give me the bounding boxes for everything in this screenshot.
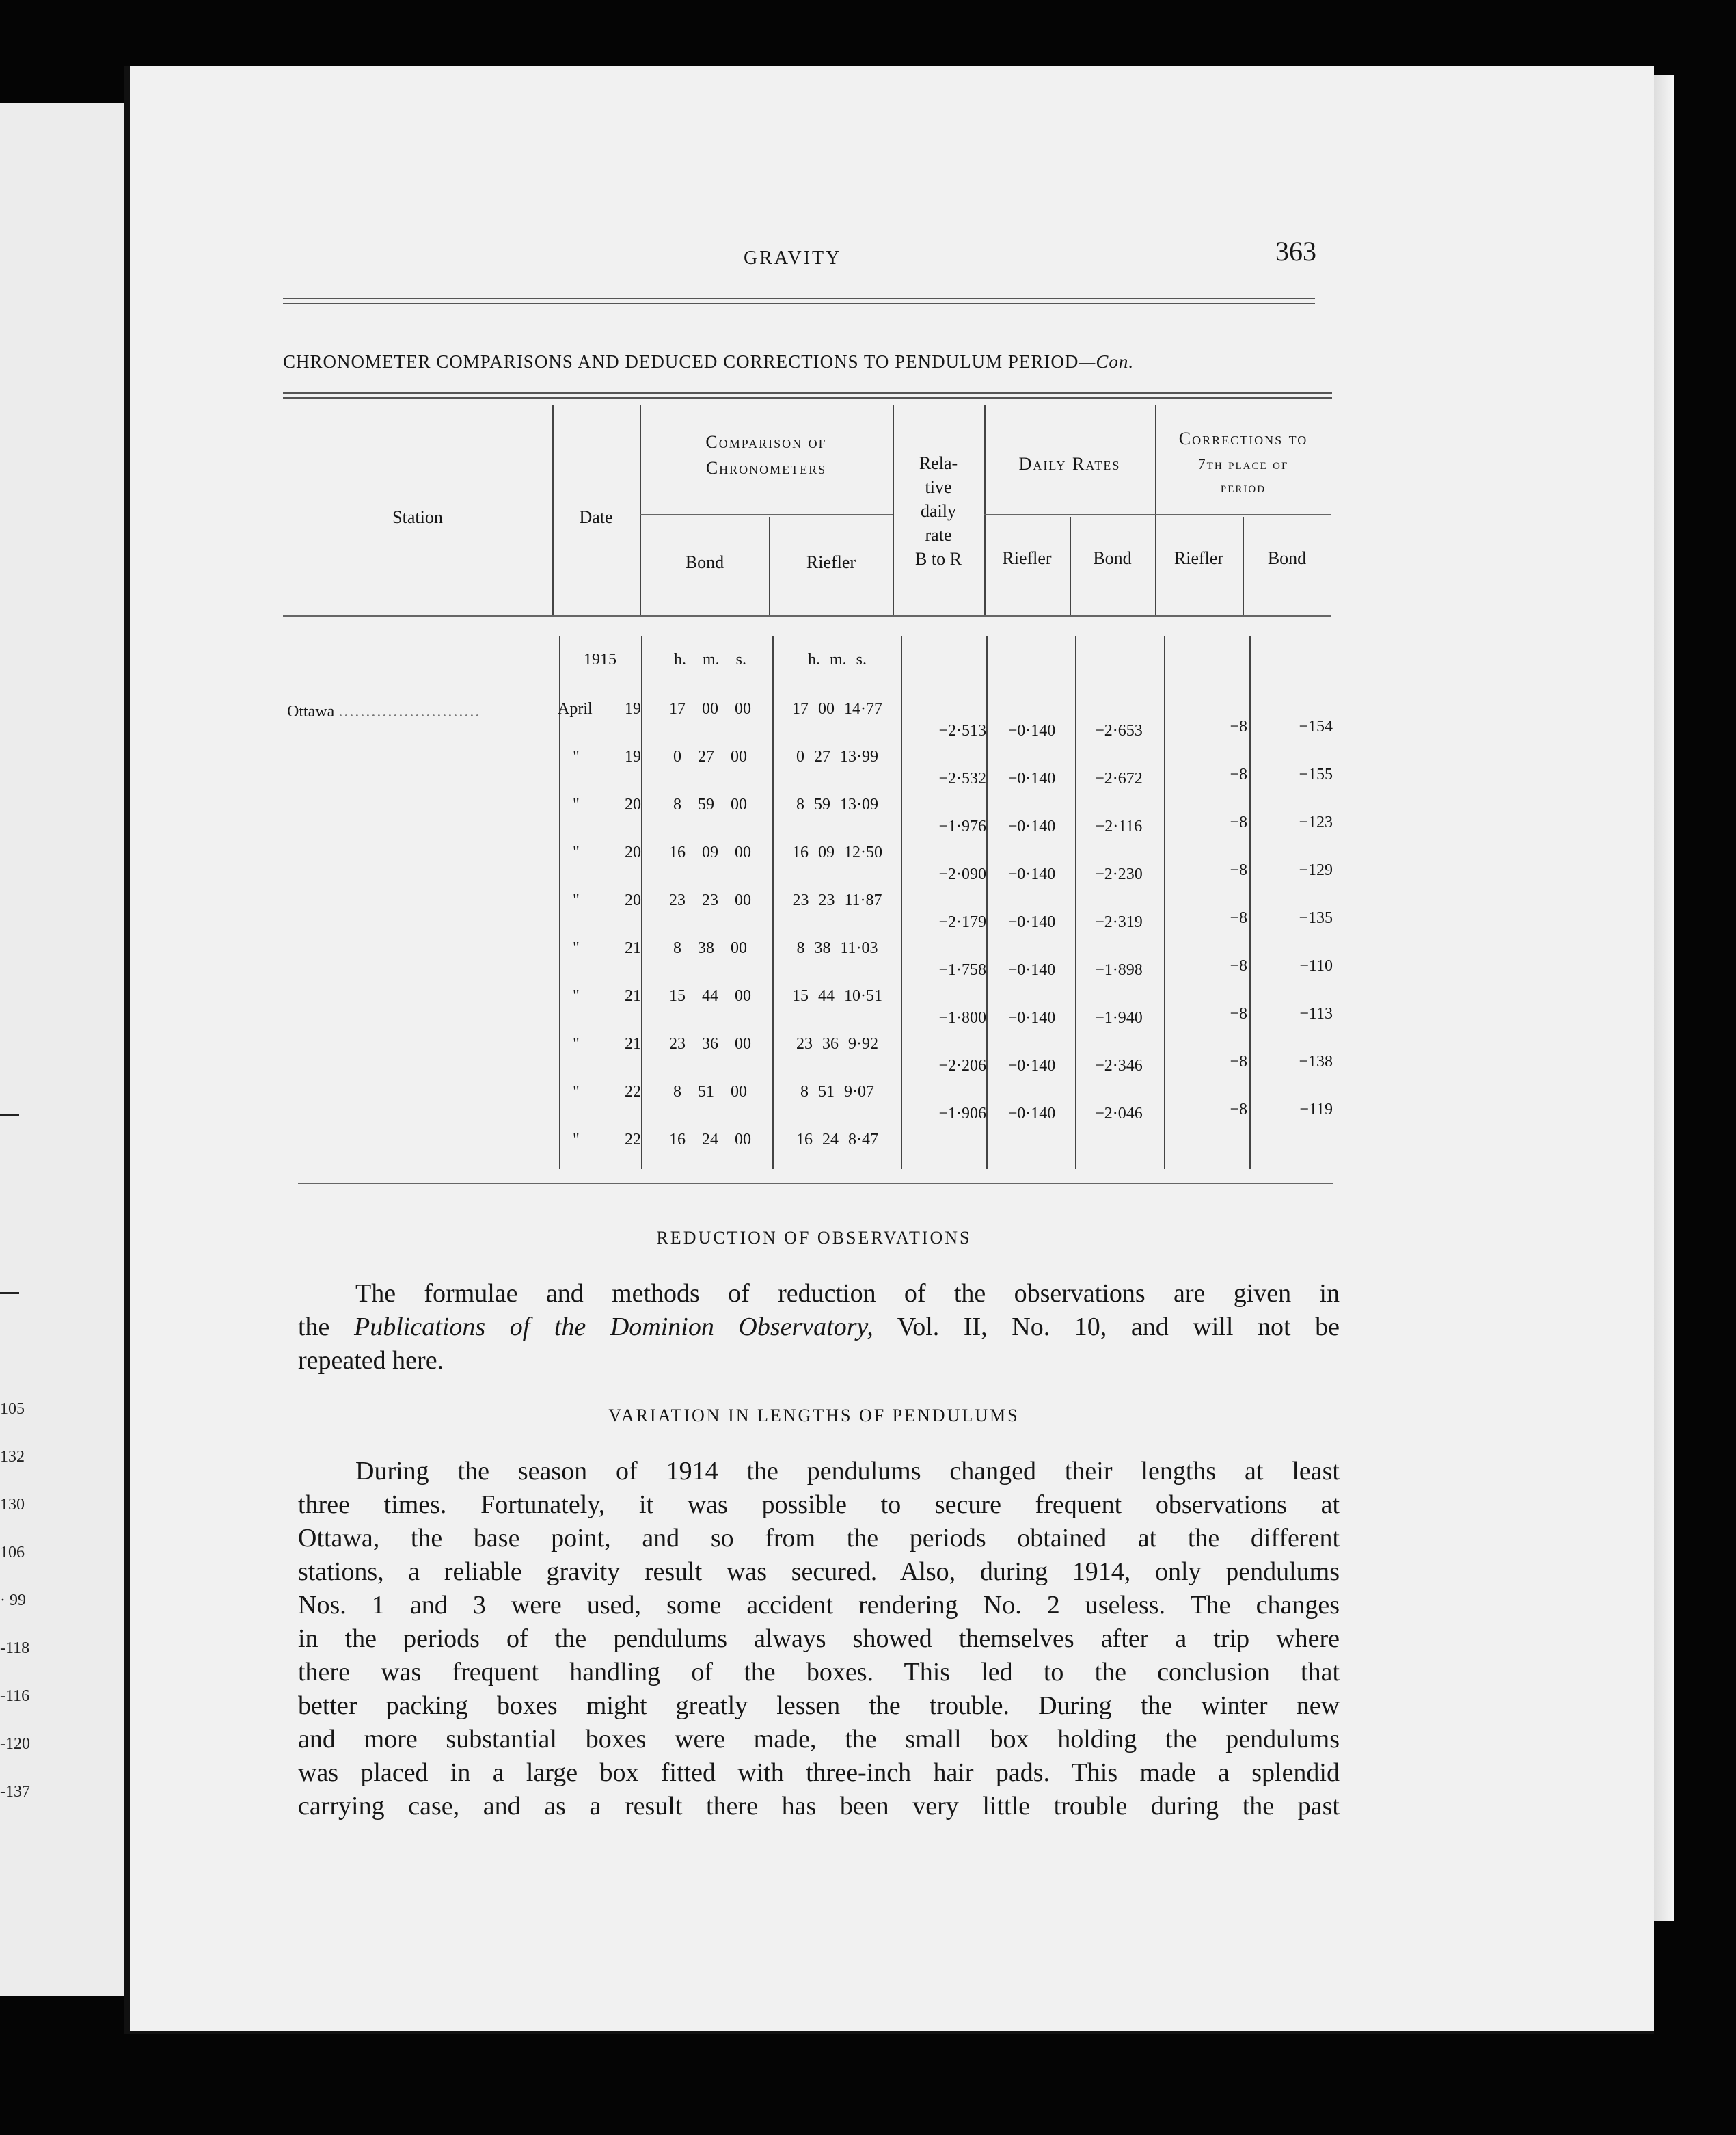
- correction-bond: −110: [1299, 957, 1333, 975]
- comparison-month: ": [573, 844, 580, 861]
- daily-rate-bond: −2·116: [1095, 818, 1143, 835]
- column-divider: [986, 636, 988, 1169]
- comparison-month: ": [573, 987, 580, 1005]
- comparison-month: ": [573, 796, 580, 814]
- comparison-month: ": [573, 748, 580, 766]
- relative-rate: −2·513: [938, 722, 986, 740]
- comparison-bond: 8 38 00: [673, 939, 747, 957]
- comparison-bond: 0 27 00: [673, 748, 747, 766]
- header-corrections-line: Corrections to: [1178, 429, 1308, 448]
- comparison-riefler: 8 59 13·09: [796, 796, 878, 814]
- relative-rate: −2·090: [938, 865, 986, 883]
- comparison-riefler: 16 09 12·50: [792, 844, 882, 861]
- daily-rate-bond: −2·346: [1095, 1057, 1143, 1075]
- station-leader-dots: ..........................: [338, 703, 481, 721]
- paragraph-line: During the season of 1914 the pendulums changed their lengths at least: [355, 1457, 1340, 1486]
- correction-riefler: −8: [1230, 814, 1247, 831]
- header-bottom-rule: [283, 615, 1331, 617]
- comparison-riefler: 8 51 9·07: [800, 1083, 874, 1101]
- daily-rate-bond: −1·940: [1095, 1009, 1143, 1027]
- paragraph-line: was placed in a large box fitted with three-inch hair pads. This made a splendid: [298, 1758, 1340, 1787]
- comparison-bond: 16 24 00: [669, 1131, 751, 1149]
- header-relative-rate: [893, 451, 984, 571]
- column-divider: [1249, 636, 1251, 1169]
- daily-rate-riefler: −0·140: [1007, 1057, 1056, 1075]
- left-page-number: -118: [0, 1639, 30, 1657]
- correction-riefler: −8: [1230, 718, 1247, 736]
- header-station: Station: [392, 507, 443, 527]
- relative-rate: −2·206: [938, 1057, 986, 1075]
- header-relative-line: B to R: [915, 549, 962, 569]
- daily-rate-riefler: −0·140: [1007, 770, 1056, 788]
- column-divider: [984, 405, 986, 615]
- comparison-day: 20: [625, 891, 641, 909]
- header-rule: [283, 298, 1315, 304]
- left-page-rule: [0, 1114, 19, 1116]
- paragraph-line: better packing boxes might greatly lessen the trouble. During the winter new: [298, 1691, 1340, 1720]
- comparison-month: ": [573, 891, 580, 909]
- correction-bond: −129: [1299, 861, 1333, 879]
- daily-rate-riefler: −0·140: [1007, 961, 1056, 979]
- relative-rate: −2·179: [938, 913, 986, 931]
- comparison-bond: 15 44 00: [669, 987, 751, 1005]
- daily-rate-riefler: −0·140: [1007, 913, 1056, 931]
- daily-rate-bond: −2·319: [1095, 913, 1143, 931]
- comparison-day: 21: [625, 939, 641, 957]
- correction-bond: −113: [1299, 1005, 1333, 1023]
- correction-riefler: −8: [1230, 1005, 1247, 1023]
- comparison-bond: 8 59 00: [673, 796, 747, 814]
- daily-rate-riefler: −0·140: [1007, 865, 1056, 883]
- daily-rate-riefler: −0·140: [1007, 818, 1056, 835]
- correction-bond: −123: [1299, 814, 1333, 831]
- column-divider: [1075, 636, 1076, 1169]
- comparison-riefler: 15 44 10·51: [792, 987, 882, 1005]
- header-comparison-bond: Bond: [685, 552, 724, 572]
- paragraph-line: Ottawa, the base point, and so from the periods obtained at the different: [298, 1524, 1340, 1553]
- header-corrections-line: 7th place of: [1197, 455, 1289, 473]
- correction-bond: −138: [1299, 1053, 1333, 1071]
- running-head: GRAVITY: [744, 247, 842, 269]
- comparison-month: April: [558, 700, 593, 718]
- comparison-bond: 23 36 00: [669, 1035, 751, 1053]
- header-relative-line: Rela-: [919, 453, 958, 473]
- comparison-day: 20: [625, 844, 641, 861]
- header-relative-line: daily: [921, 501, 956, 522]
- relative-rate: −1·976: [938, 818, 986, 835]
- paragraph-line: and more substantial boxes were made, the small box holding the pendulums: [298, 1725, 1340, 1754]
- comparison-bond: 17 00 00: [669, 700, 751, 718]
- header-comparison-line: Chronometers: [705, 457, 827, 478]
- column-divider: [641, 636, 642, 1169]
- paragraph-line: three times. Fortunately, it was possible to secure frequent observations at: [298, 1490, 1340, 1519]
- paragraph-line: The formulae and methods of reduction of the observations are given in: [355, 1279, 1340, 1308]
- relative-rate: −1·758: [938, 961, 986, 979]
- comparison-bond: 16 09 00: [669, 844, 751, 861]
- daily-rate-riefler: −0·140: [1007, 722, 1056, 740]
- paragraph-line: Nos. 1 and 3 were used, some accident rendering No. 2 useless. The changes: [298, 1591, 1340, 1620]
- comparison-riefler: 17 00 14·77: [792, 700, 882, 718]
- station-name: [287, 703, 480, 721]
- header-corr-riefler: Riefler: [1174, 548, 1224, 568]
- daily-rate-riefler: −0·140: [1007, 1009, 1056, 1027]
- comparison-month: ": [573, 939, 580, 957]
- daily-rate-bond: −2·046: [1095, 1105, 1143, 1123]
- header-subrule: [984, 514, 1331, 515]
- table-title-text: CHRONOMETER COMPARISONS AND DEDUCED CORRECTIONS TO PENDULUM PERIOD: [283, 351, 1079, 372]
- header-date: Date: [579, 507, 613, 527]
- left-page-number: -120: [0, 1735, 30, 1753]
- comparison-day: 21: [625, 987, 641, 1005]
- daily-rate-bond: −1·898: [1095, 961, 1143, 979]
- comparison-riefler: 16 24 8·47: [796, 1131, 878, 1149]
- header-subrule: [640, 514, 893, 515]
- relative-rate: −1·906: [938, 1105, 986, 1123]
- comparison-day: 22: [625, 1083, 641, 1101]
- column-divider: [1164, 636, 1165, 1169]
- page-number: 363: [1275, 236, 1316, 267]
- comparison-riefler: 0 27 13·99: [796, 748, 878, 766]
- paragraph-line: stations, a reliable gravity result was secured. Also, during 1914, only pendulums: [298, 1557, 1340, 1586]
- comparison-month: ": [573, 1083, 580, 1101]
- italic-citation: Publications of the Dominion Observatory,: [354, 1313, 873, 1341]
- comparison-riefler: 23 23 11·87: [792, 891, 882, 909]
- header-relative-line: rate: [925, 525, 952, 546]
- comparison-day: 20: [625, 796, 641, 814]
- correction-bond: −154: [1299, 718, 1333, 736]
- correction-bond: −135: [1299, 909, 1333, 927]
- table-bottom-rule: [298, 1183, 1333, 1184]
- left-page-number: · 99: [0, 1592, 26, 1609]
- paragraph-line: in the periods of the pendulums always showed themselves after a trip where: [298, 1624, 1340, 1653]
- paragraph-line: [298, 1311, 1340, 1344]
- units-bond: h. m. s.: [673, 651, 746, 669]
- header-comparison: [640, 429, 893, 481]
- daily-rate-bond: −2·672: [1095, 770, 1143, 788]
- left-page-number: 130: [0, 1496, 25, 1514]
- header-corrections: [1155, 425, 1331, 499]
- header-daily-riefler: Riefler: [1002, 548, 1052, 568]
- relative-rate: −1·800: [938, 1009, 986, 1027]
- year-label: 1915: [584, 651, 616, 669]
- header-relative-line: tive: [925, 477, 952, 498]
- column-divider: [901, 636, 902, 1169]
- comparison-month: ": [573, 1131, 580, 1149]
- left-page-number: 132: [0, 1448, 25, 1466]
- left-page-rule: [0, 1292, 19, 1294]
- left-page-number: -137: [0, 1783, 30, 1801]
- section-heading-variation: VARIATION IN LENGTHS OF PENDULUMS: [608, 1406, 1020, 1425]
- paragraph-line: repeated here.: [298, 1346, 444, 1375]
- relative-rate: −2·532: [938, 770, 986, 788]
- comparison-day: 21: [625, 1035, 641, 1053]
- correction-riefler: −8: [1230, 909, 1247, 927]
- comparison-month: ": [573, 1035, 580, 1053]
- header-daily-bond: Bond: [1093, 548, 1132, 568]
- header-daily-rates: Daily Rates: [1018, 454, 1121, 474]
- left-page-number: 105: [0, 1400, 25, 1418]
- correction-riefler: −8: [1230, 957, 1247, 975]
- table-top-rule: [283, 392, 1332, 399]
- units-riefler: h. m. s.: [807, 651, 867, 669]
- daily-rate-bond: −2·653: [1095, 722, 1143, 740]
- header-comparison-line: Comparison of: [705, 432, 827, 452]
- paragraph-line: there was frequent handling of the boxes. This led to the conclusion that: [298, 1658, 1340, 1687]
- left-page-number: 106: [0, 1544, 25, 1561]
- header-corrections-line: period: [1220, 479, 1266, 496]
- correction-riefler: −8: [1230, 766, 1247, 783]
- comparison-day: 22: [625, 1131, 641, 1149]
- daily-rate-bond: −2·230: [1095, 865, 1143, 883]
- paragraph-line: carrying case, and as a result there has been very little trouble during the past: [298, 1792, 1340, 1821]
- paragraph-variation: [298, 1455, 1340, 1823]
- correction-bond: −155: [1299, 766, 1333, 783]
- comparison-bond: 8 51 00: [673, 1083, 747, 1101]
- section-heading-reduction: REDUCTION OF OBSERVATIONS: [656, 1228, 972, 1248]
- left-page-number: -116: [0, 1687, 30, 1705]
- correction-riefler: −8: [1230, 861, 1247, 879]
- comparison-day: 19: [625, 748, 641, 766]
- comparison-bond: 23 23 00: [669, 891, 751, 909]
- daily-rate-riefler: −0·140: [1007, 1105, 1056, 1123]
- correction-bond: −119: [1299, 1101, 1333, 1118]
- correction-riefler: −8: [1230, 1101, 1247, 1118]
- text-run: the: [298, 1313, 330, 1341]
- correction-riefler: −8: [1230, 1053, 1247, 1071]
- station-name-text: Ottawa: [287, 703, 335, 721]
- header-corr-bond: Bond: [1267, 548, 1307, 568]
- text-run: Vol. II, No. 10, and will not be: [897, 1313, 1340, 1341]
- comparison-day: 19: [625, 700, 641, 718]
- header-comparison-riefler: Riefler: [806, 552, 856, 572]
- comparison-riefler: 23 36 9·92: [796, 1035, 878, 1053]
- table-title-suffix: —Con.: [1079, 351, 1135, 372]
- table-title: [283, 351, 1332, 373]
- paragraph-reduction: [298, 1277, 1340, 1378]
- comparison-riefler: 8 38 11·03: [796, 939, 878, 957]
